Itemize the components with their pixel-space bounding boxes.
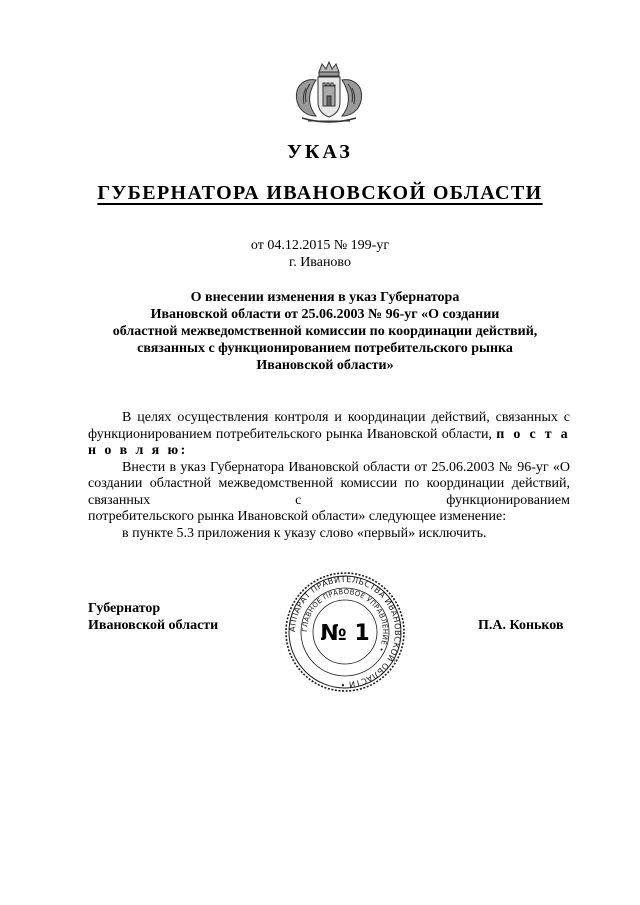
amendment-text: Внести в указ Губернатора Ивановской области от 25.06.2003 № 96-уг «О создании областной межведомственной комиссии по координации действий, связанных с функционированием: [88, 459, 570, 508]
signatory-position: [88, 600, 218, 634]
signatory-position-line: Губернатор: [88, 601, 161, 616]
paragraph-preamble: [88, 410, 570, 460]
coat-of-arms-emblem: [286, 58, 372, 128]
signatory-position-line: Ивановской области: [88, 618, 219, 633]
signatory-name: П.А. Коньков: [478, 618, 564, 633]
stamp-inner-text: ГЛАВНОЕ ПРАВОВОЕ УПРАВЛЕНИЕ •: [300, 587, 390, 654]
document-date-number: от 04.12.2015 № 199-уг: [250, 238, 390, 253]
paragraph-amendment: [88, 460, 570, 510]
heading-line: областной межведомственной комиссии по координации действий,: [112, 324, 538, 339]
issuer-title-text: ГУБЕРНАТОРА ИВАНОВСКОЙ ОБЛАСТИ: [97, 182, 543, 204]
document-type-title: УКАЗ: [287, 141, 353, 163]
stamp-number: № 1: [320, 621, 370, 646]
document-city: г. Иваново: [289, 255, 351, 270]
heading-line: О внесении изменения в указ Губернатора: [190, 290, 460, 305]
stamp-ring-text: АППАРАТ ПРАВИТЕЛЬСТВА ИВАНОВСКОЙ ОБЛАСТИ •: [286, 573, 404, 691]
heading-line: Ивановской области»: [256, 358, 394, 373]
heading-line: связанных с функционированием потребительского рынка: [137, 341, 513, 356]
paragraph-change: в пункте 5.3 приложения к указу слово «первый» исключить.: [122, 525, 487, 541]
decree-word: п о с т а н о в л я ю:: [88, 426, 571, 458]
document-heading: [90, 289, 560, 374]
official-stamp: [284, 571, 406, 693]
preamble-text: В целях осуществления контроля и координации действий, связанных с функционированием потребительского рынка Ивановской области,: [88, 410, 570, 442]
heading-line: Ивановской области от 25.06.2003 № 96-уг «О создании: [150, 307, 500, 322]
document-body: [88, 410, 570, 542]
paragraph-amendment-end: потребительского рынка Ивановской области» следующее изменение:: [88, 509, 507, 524]
issuer-title: [0, 182, 640, 205]
